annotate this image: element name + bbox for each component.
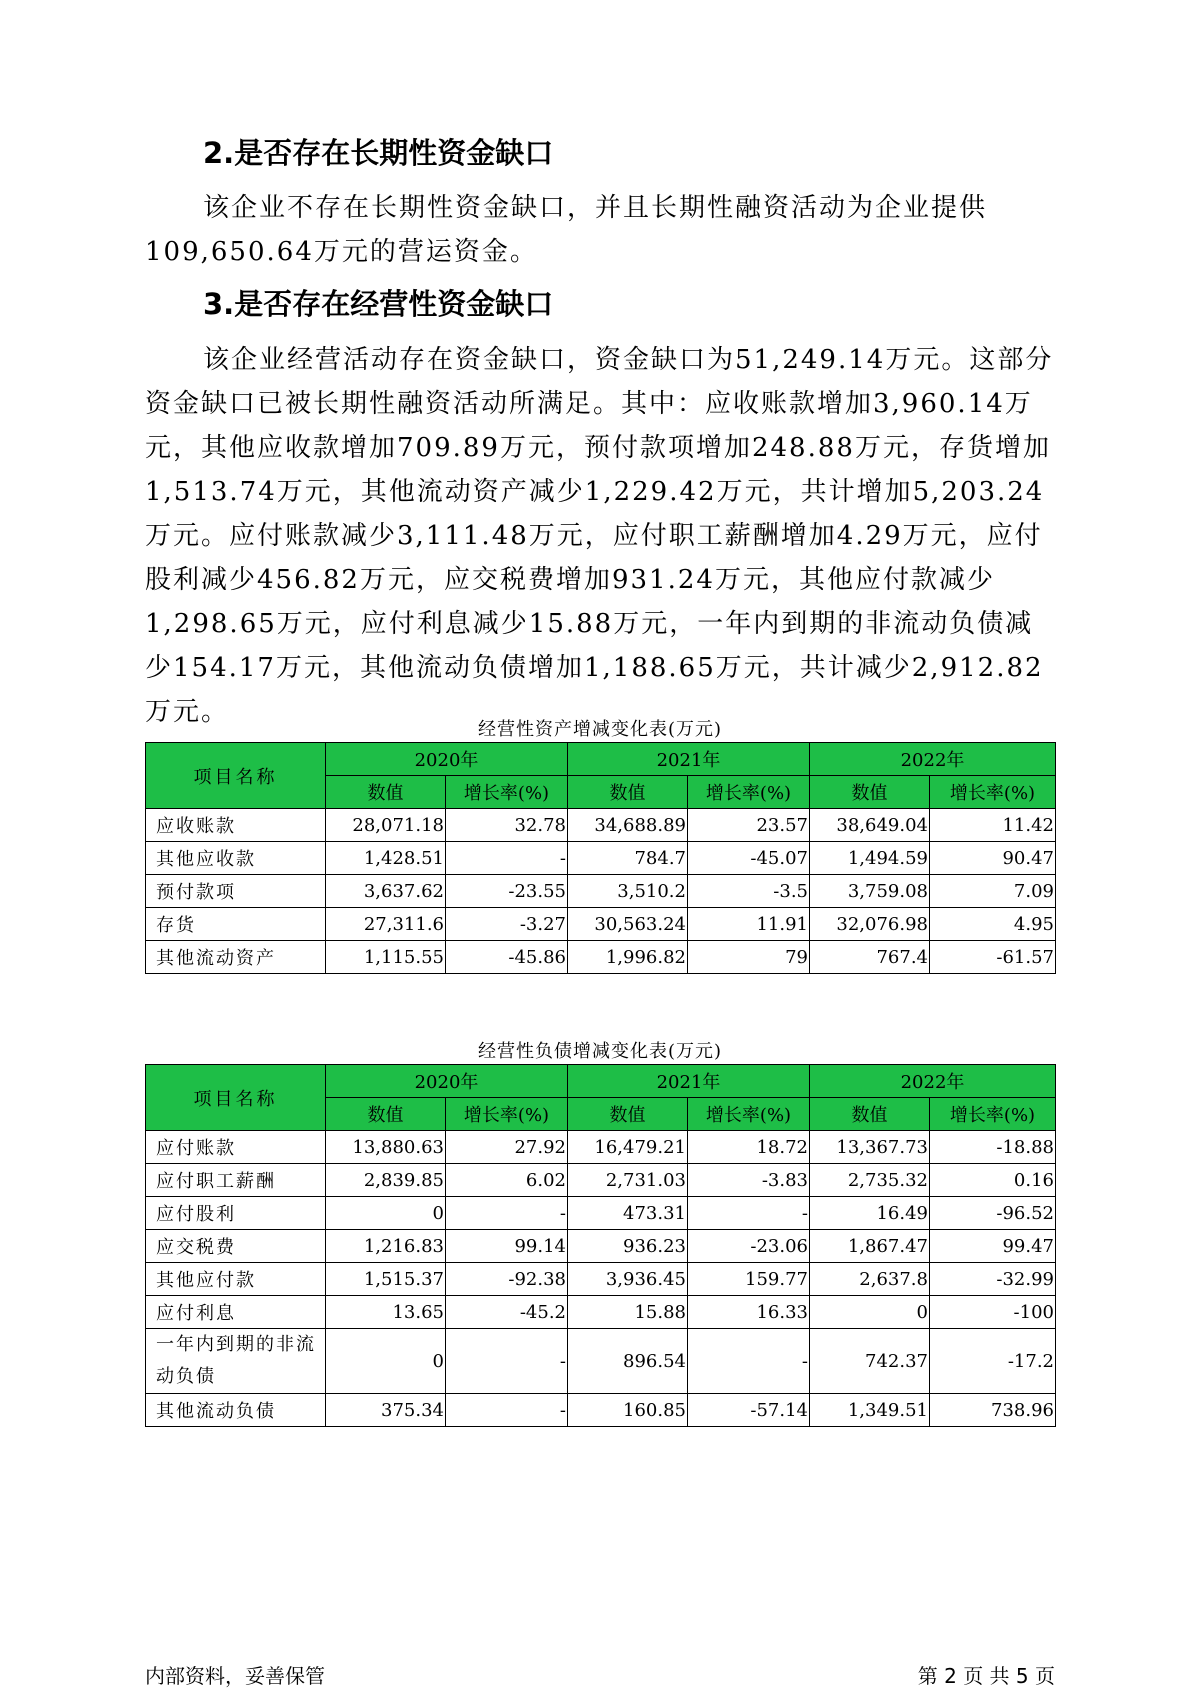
growth-cell: -45.2: [446, 1296, 568, 1329]
growth-cell: 11.91: [688, 908, 810, 941]
row-label: 应收账款: [146, 809, 326, 842]
growth-cell: -3.27: [446, 908, 568, 941]
growth-cell: 99.47: [930, 1230, 1056, 1263]
value-cell: 1,494.59: [810, 842, 930, 875]
growth-cell: -100: [930, 1296, 1056, 1329]
value-cell: 896.54: [568, 1329, 688, 1394]
growth-cell: -: [446, 842, 568, 875]
value-cell: 473.31: [568, 1197, 688, 1230]
table-row: [146, 1164, 1056, 1197]
growth-cell: 0.16: [930, 1164, 1056, 1197]
row-label: 应付账款: [146, 1131, 326, 1164]
table-row: [146, 941, 1056, 974]
table-row: [146, 1296, 1056, 1329]
value-cell: 27,311.6: [326, 908, 446, 941]
row-label: 其他流动资产: [146, 941, 326, 974]
row-label: 应付利息: [146, 1296, 326, 1329]
growth-cell: -: [688, 1329, 810, 1394]
value-header: 数值: [568, 1098, 688, 1131]
row-label: 一年内到期的非流动负债: [146, 1329, 326, 1394]
value-cell: 936.23: [568, 1230, 688, 1263]
year-header: 2021年: [568, 743, 810, 776]
year-header: 2020年: [326, 743, 568, 776]
value-header: 数值: [810, 776, 930, 809]
value-cell: 1,996.82: [568, 941, 688, 974]
growth-cell: 159.77: [688, 1263, 810, 1296]
value-cell: 2,839.85: [326, 1164, 446, 1197]
year-header: 2021年: [568, 1065, 810, 1098]
growth-cell: 99.14: [446, 1230, 568, 1263]
value-cell: 13,880.63: [326, 1131, 446, 1164]
value-cell: 1,515.37: [326, 1263, 446, 1296]
growth-cell: 32.78: [446, 809, 568, 842]
growth-cell: -92.38: [446, 1263, 568, 1296]
value-cell: 0: [326, 1329, 446, 1394]
value-cell: 2,637.8: [810, 1263, 930, 1296]
footer-confidential-note: 内部资料，妥善保管: [145, 1664, 325, 1688]
growth-cell: -: [446, 1394, 568, 1427]
section-heading-operating-gap: 3.是否存在经营性资金缺口: [203, 287, 554, 321]
table-row: [146, 842, 1056, 875]
growth-cell: -23.06: [688, 1230, 810, 1263]
row-label: 其他流动负债: [146, 1394, 326, 1427]
paragraph-operating-gap: 该企业经营活动存在资金缺口，资金缺口为51,249.14万元。这部分资金缺口已被长期性融资活动所满足。其中：应收账款增加3,960.14万元，其他应收款增加709.89万元，预付款项增加248.88万元，存货增加1,513.74万元，其他流动资产减少1,229.42万元，共计增加5,203.24万元。应付账款减少3,111.48万元，应付职工薪酬增加4.29万元，应付股利减少456.82万元，应交税费增加931.24万元，其他应付款减少1,298.65万元，应付利息减少15.88万元，一年内到期的非流动负债减少154.17万元，其他流动负债增加1,188.65万元，共计减少2,912.82万元。: [145, 345, 1054, 727]
growth-cell: -57.14: [688, 1394, 810, 1427]
growth-cell: -23.55: [446, 875, 568, 908]
growth-cell: -: [446, 1197, 568, 1230]
table-row: [146, 1394, 1056, 1427]
row-label: 存货: [146, 908, 326, 941]
value-cell: 742.37: [810, 1329, 930, 1394]
section-heading-long-term-gap: 2.是否存在长期性资金缺口: [203, 136, 554, 170]
growth-cell: 11.42: [930, 809, 1056, 842]
growth-header: 增长率(%): [688, 1098, 810, 1131]
growth-cell: -61.57: [930, 941, 1056, 974]
table-row: [146, 1329, 1056, 1394]
growth-cell: -18.88: [930, 1131, 1056, 1164]
value-cell: 3,936.45: [568, 1263, 688, 1296]
value-cell: 0: [326, 1197, 446, 1230]
value-cell: 3,510.2: [568, 875, 688, 908]
growth-header: 增长率(%): [930, 1098, 1056, 1131]
value-cell: 0: [810, 1296, 930, 1329]
growth-cell: -32.99: [930, 1263, 1056, 1296]
value-cell: 16.49: [810, 1197, 930, 1230]
value-cell: 16,479.21: [568, 1131, 688, 1164]
growth-cell: -: [446, 1329, 568, 1394]
row-label: 应交税费: [146, 1230, 326, 1263]
asset-table-caption: 经营性资产增减变化表(万元): [477, 719, 723, 740]
row-label: 应付职工薪酬: [146, 1164, 326, 1197]
value-header: 数值: [326, 1098, 446, 1131]
value-cell: 2,735.32: [810, 1164, 930, 1197]
growth-header: 增长率(%): [446, 776, 568, 809]
value-cell: 3,759.08: [810, 875, 930, 908]
growth-cell: -: [688, 1197, 810, 1230]
table-row: [146, 1197, 1056, 1230]
liability-change-table: [145, 1064, 1056, 1427]
growth-cell: -96.52: [930, 1197, 1056, 1230]
value-cell: 375.34: [326, 1394, 446, 1427]
value-cell: 30,563.24: [568, 908, 688, 941]
value-cell: 1,349.51: [810, 1394, 930, 1427]
growth-cell: 79: [688, 941, 810, 974]
paragraph-long-term-gap: 该企业不存在长期性资金缺口，并且长期性融资活动为企业提供109,650.64万元的营运资金。: [145, 193, 988, 267]
growth-cell: 6.02: [446, 1164, 568, 1197]
value-cell: 34,688.89: [568, 809, 688, 842]
value-cell: 38,649.04: [810, 809, 930, 842]
value-header: 数值: [810, 1098, 930, 1131]
value-cell: 1,115.55: [326, 941, 446, 974]
value-cell: 13,367.73: [810, 1131, 930, 1164]
value-cell: 1,216.83: [326, 1230, 446, 1263]
item-name-header: 项目名称: [146, 1065, 326, 1131]
table-row: [146, 1131, 1056, 1164]
table-row: [146, 1263, 1056, 1296]
row-label: 其他应收款: [146, 842, 326, 875]
value-header: 数值: [326, 776, 446, 809]
value-cell: 13.65: [326, 1296, 446, 1329]
growth-cell: -45.86: [446, 941, 568, 974]
row-label: 其他应付款: [146, 1263, 326, 1296]
growth-header: 增长率(%): [930, 776, 1056, 809]
growth-header: 增长率(%): [446, 1098, 568, 1131]
table-row: [146, 1230, 1056, 1263]
table-row: [146, 809, 1056, 842]
item-name-header: 项目名称: [146, 743, 326, 809]
value-cell: 767.4: [810, 941, 930, 974]
value-cell: 784.7: [568, 842, 688, 875]
year-header: 2022年: [810, 743, 1056, 776]
growth-cell: 4.95: [930, 908, 1056, 941]
asset-change-table: [145, 742, 1056, 974]
growth-cell: 90.47: [930, 842, 1056, 875]
growth-cell: 7.09: [930, 875, 1056, 908]
value-cell: 28,071.18: [326, 809, 446, 842]
year-header: 2020年: [326, 1065, 568, 1098]
growth-cell: 738.96: [930, 1394, 1056, 1427]
growth-cell: 18.72: [688, 1131, 810, 1164]
value-cell: 1,867.47: [810, 1230, 930, 1263]
value-cell: 15.88: [568, 1296, 688, 1329]
liability-table-caption: 经营性负债增减变化表(万元): [477, 1041, 723, 1062]
growth-cell: 23.57: [688, 809, 810, 842]
table-row: [146, 875, 1056, 908]
value-cell: 1,428.51: [326, 842, 446, 875]
growth-cell: -3.83: [688, 1164, 810, 1197]
value-cell: 2,731.03: [568, 1164, 688, 1197]
year-header: 2022年: [810, 1065, 1056, 1098]
growth-cell: 16.33: [688, 1296, 810, 1329]
growth-cell: -45.07: [688, 842, 810, 875]
growth-cell: -3.5: [688, 875, 810, 908]
row-label: 预付款项: [146, 875, 326, 908]
value-header: 数值: [568, 776, 688, 809]
growth-cell: -17.2: [930, 1329, 1056, 1394]
growth-header: 增长率(%): [688, 776, 810, 809]
value-cell: 3,637.62: [326, 875, 446, 908]
table-row: [146, 908, 1056, 941]
value-cell: 160.85: [568, 1394, 688, 1427]
footer-page-number: 第 2 页 共 5 页: [917, 1664, 1055, 1688]
growth-cell: 27.92: [446, 1131, 568, 1164]
value-cell: 32,076.98: [810, 908, 930, 941]
row-label: 应付股利: [146, 1197, 326, 1230]
